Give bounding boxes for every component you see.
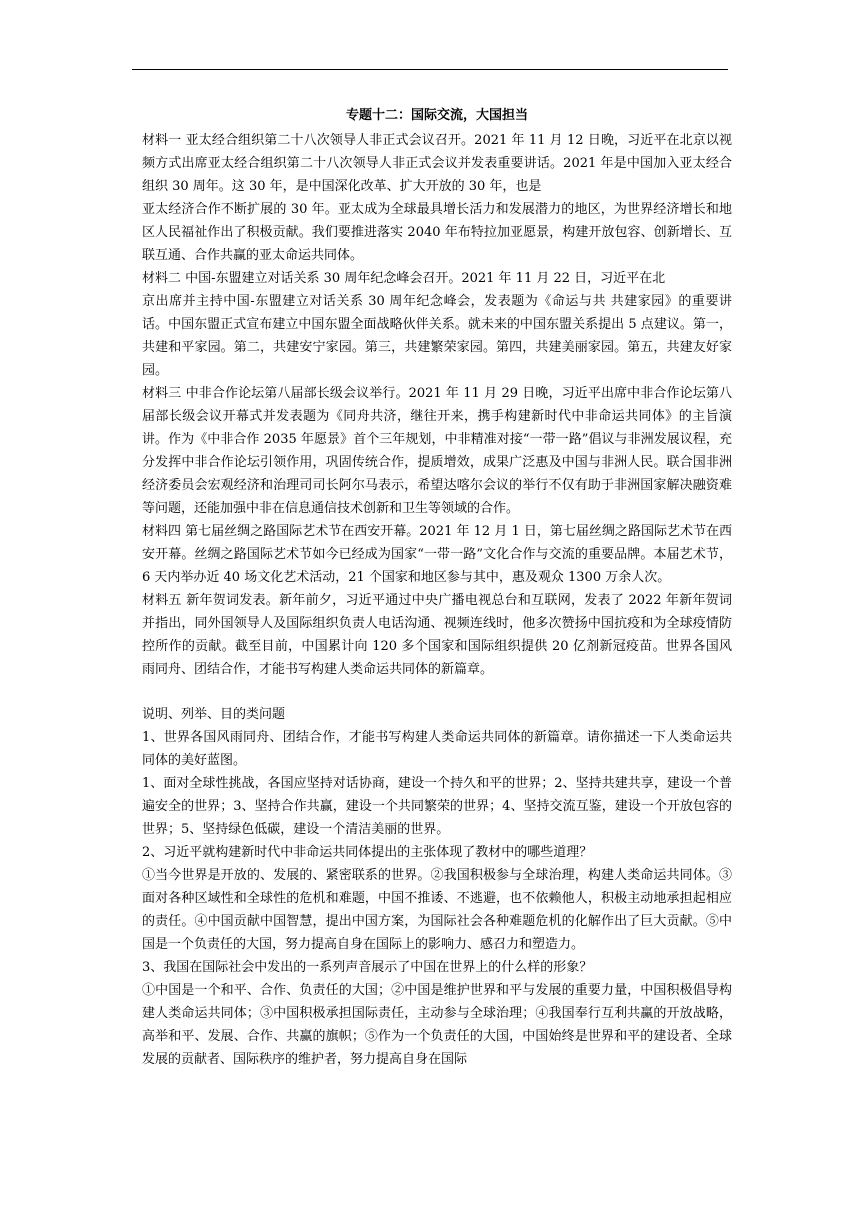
answer-2: ①当今世界是开放的、发展的、紧密联系的世界。②我国积极参与全球治理，构建人类命运共同体。③面对各种区域性和全球性的危机和难题，中国不推诿、不逃避，也不依赖他人，积极主动地承担起相应的责任。④中国贡献中国智慧，提出中国方案，为国际社会各种难题危机的化解作出了巨大贡献。⑤中国是一个负责任的大国，努力提高自身在国际上的影响力、感召力和塑造力。: [142, 868, 732, 952]
material-5: 材料五 新年贺词发表。新年前夕，习近平通过中央广播电视总台和互联网，发表了 2022 年新年贺词并指出，同外国领导人及国际组织负责人电话沟通、视频连线时，他多次赞扬中国抗疫和为全球疫情防控所作的贡献。截至目前，中国累计向 120 多个国家和国际组织提供 20 亿剂新冠疫苗。世界各国风雨同舟、团结合作，才能书写构建人类命运共同体的新篇章。: [142, 593, 732, 677]
document-title: 专题十二：国际交流，大国担当: [345, 108, 528, 123]
document-body: [142, 104, 732, 1071]
question-2: 2、习近平就构建新时代中非命运共同体提出的主张体现了教材中的哪些道理？: [142, 845, 593, 860]
material-1-part-2: 亚太经济合作不断扩展的 30 年。亚太成为全球最具增长活力和发展潜力的地区，为世界经济增长和地区人民福祉作出了积极贡献。我们要推进落实 2040 年布特拉加亚愿景，构建开放包容、创新增长、互联互通、合作共赢的亚太命运共同体。: [142, 202, 732, 263]
material-3: 材料三 中非合作论坛第八届部长级会议举行。2021 年 11 月 29 日晚，习近平出席中非合作论坛第八届部长级会议开幕式并发表题为《同舟共济，继往开来，携手构建新时代中非命运共同体》的主旨演讲。作为《中非合作 2035 年愿景》首个三年规划，中非精准对接“一带一路”倡议与非洲发展议程，充分发挥中非合作论坛引领作用，巩固传统合作，提质增效，成果广泛惠及中国与非洲人民。联合国非洲经济委员会宏观经济和治理司司长阿尔马表示，希望达喀尔会议的举行不仅有助于非洲国家解决融资难等问题，还能加强中非在信息通信技术创新和卫生等领域的合作。: [142, 386, 732, 516]
header-rule: [132, 69, 728, 70]
material-2-part-1: 材料二 中国-东盟建立对话关系 30 周年纪念峰会召开。2021 年 11 月 22 日，习近平在北: [142, 271, 666, 286]
answer-3: ①中国是一个和平、合作、负责任的大国；②中国是维护世界和平与发展的重要力量，中国积极倡导构建人类命运共同体；③中国积极承担国际责任，主动参与全球治理；④我国奉行互利共赢的开放战略，高举和平、发展、合作、共赢的旗帜；⑤作为一个负责任的大国，中国始终是世界和平的建设者、全球发展的贡献者、国际秩序的维护者，努力提高自身在国际: [142, 983, 732, 1067]
material-1-part-1: 材料一 亚太经合组织第二十八次领导人非正式会议召开。2021 年 11 月 12 日晚，习近平在北京以视频方式出席亚太经合组织第二十八次领导人非正式会议并发表重要讲话。2021 年是中国加入亚太经合组织 30 周年。这 30 年，是中国深化改革、扩大开放的 30 年，也是: [142, 133, 732, 194]
material-2-part-2: 京出席并主持中国-东盟建立对话关系 30 周年纪念峰会，发表题为《命运与共 共建家园》的重要讲话。中国东盟正式宣布建立中国东盟全面战略伙伴关系。就未来的中国东盟关系提出 5 点建议。第一，共建和平家园。第二，共建安宁家园。第三，共建繁荣家园。第四，共建美丽家园。第五，共建友好家园。: [142, 294, 732, 378]
question-3: 3、我国在国际社会中发出的一系列声音展示了中国在世界上的什么样的形象？: [142, 960, 593, 975]
answer-1: 1、面对全球性挑战，各国应坚持对话协商，建设一个持久和平的世界；2、坚持共建共享，建设一个普遍安全的世界；3、坚持合作共赢，建设一个共同繁荣的世界；4、坚持交流互鉴，建设一个开放包容的世界；5、坚持绿色低碳，建设一个清洁美丽的世界。: [142, 776, 732, 837]
section-title: 说明、列举、目的类问题: [142, 707, 286, 722]
material-4: 材料四 第七届丝绸之路国际艺术节在西安开幕。2021 年 12 月 1 日，第七届丝绸之路国际艺术节在西安开幕。丝绸之路国际艺术节如今已经成为国家“一带一路”文化合作与交流的重要品牌。本届艺术节，6 天内举办近 40 场文化艺术活动，21 个国家和地区参与其中，惠及观众 1300 万余人次。: [142, 524, 732, 585]
question-1: 1、世界各国风雨同舟、团结合作，才能书写构建人类命运共同体的新篇章。请你描述一下人类命运共同体的美好蓝图。: [142, 730, 732, 768]
section-gap: [142, 681, 732, 703]
